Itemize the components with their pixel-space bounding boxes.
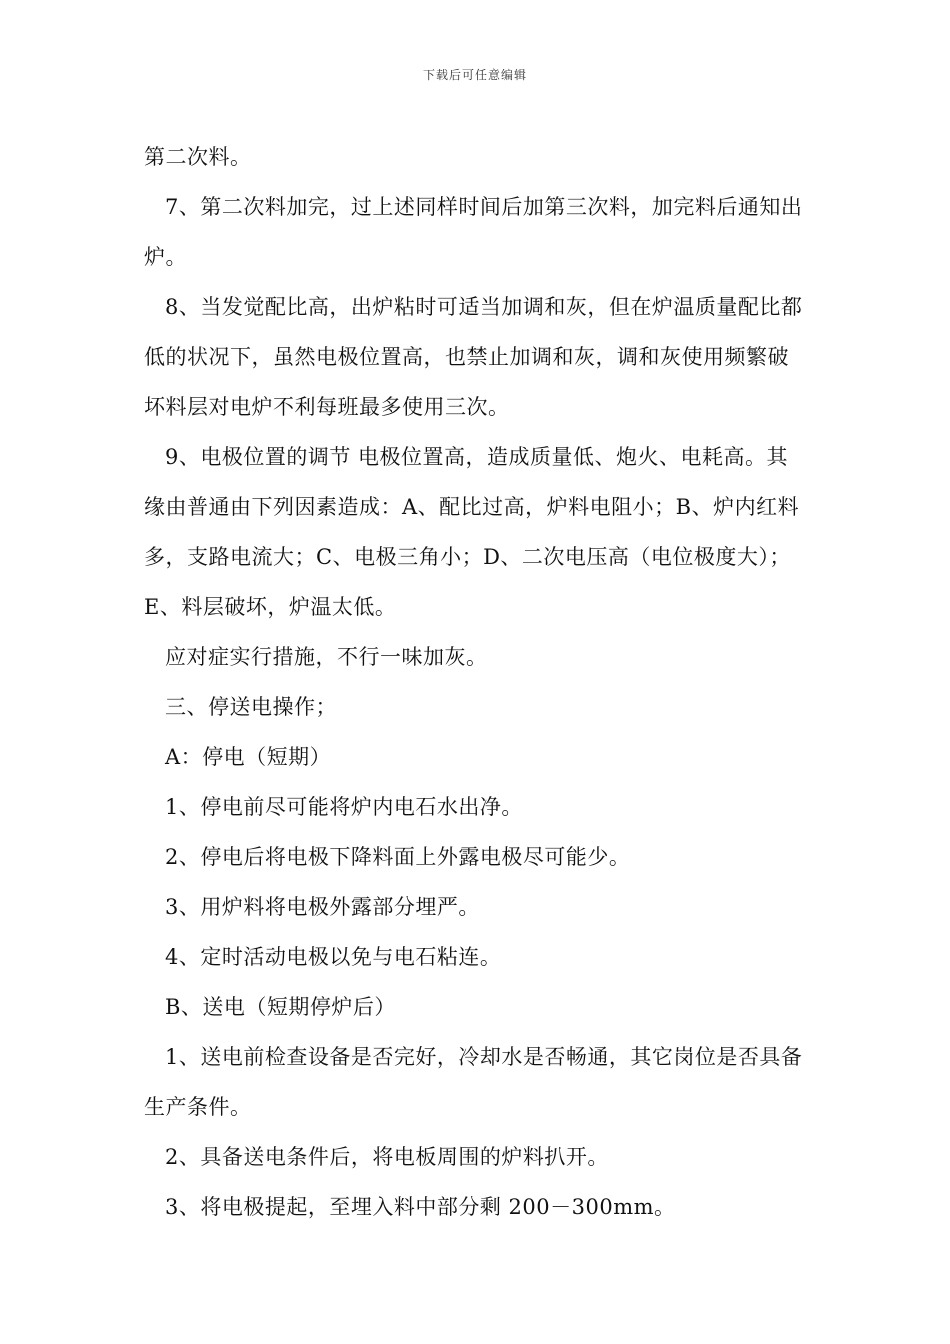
- list-item: 2、停电后将电极下降料面上外露电极尽可能少。: [165, 845, 631, 869]
- paragraph-3: 8、当发觉配比高，出炉粘时可适当加调和灰，但在炉温质量配比都低的状况下，虽然电极位置高，也禁止加调和灰，调和灰使用频繁破坏料层对电炉不利每班最多使用三次。: [144, 295, 803, 419]
- paragraph-1: 第二次料。: [144, 145, 252, 169]
- list-item: 4、定时活动电极以免与电石粘连。: [165, 945, 502, 969]
- list-item: 3、将电极提起，至埋入料中部分剩 200－300mm。: [165, 1195, 676, 1219]
- document-body: [144, 132, 808, 1232]
- section-heading-3: 三、停送电操作；: [165, 695, 337, 719]
- paragraph-4: 9、电极位置的调节 电极位置高，造成质量低、炮火、电耗高。其缘由普通由下列因素造成：A、配比过高，炉料电阻小；B、炉内红料多，支路电流大；C、电极三角小；D、二次电压高（电位极度大）；E、料层破坏，炉温太低。: [144, 445, 800, 619]
- list-item: 1、停电前尽可能将炉内电石水出净。: [165, 795, 523, 819]
- paragraph-5: 应对症实行措施，不行一味加灰。: [165, 645, 488, 669]
- paragraph-2: 7、第二次料加完，过上述同样时间后加第三次料，加完料后通知出炉。: [144, 195, 803, 269]
- page-header: 下载后可任意编辑: [422, 68, 527, 82]
- list-item: 1、送电前检查设备是否完好，冷却水是否畅通，其它岗位是否具备生产条件。: [144, 1045, 803, 1119]
- list-item: 2、具备送电条件后，将电板周围的炉料扒开。: [165, 1145, 609, 1169]
- subheading-b: B、送电（短期停炉后）: [165, 995, 396, 1019]
- subheading-a: A：停电（短期）: [165, 745, 332, 769]
- list-item: 3、用炉料将电极外露部分埋严。: [165, 895, 480, 919]
